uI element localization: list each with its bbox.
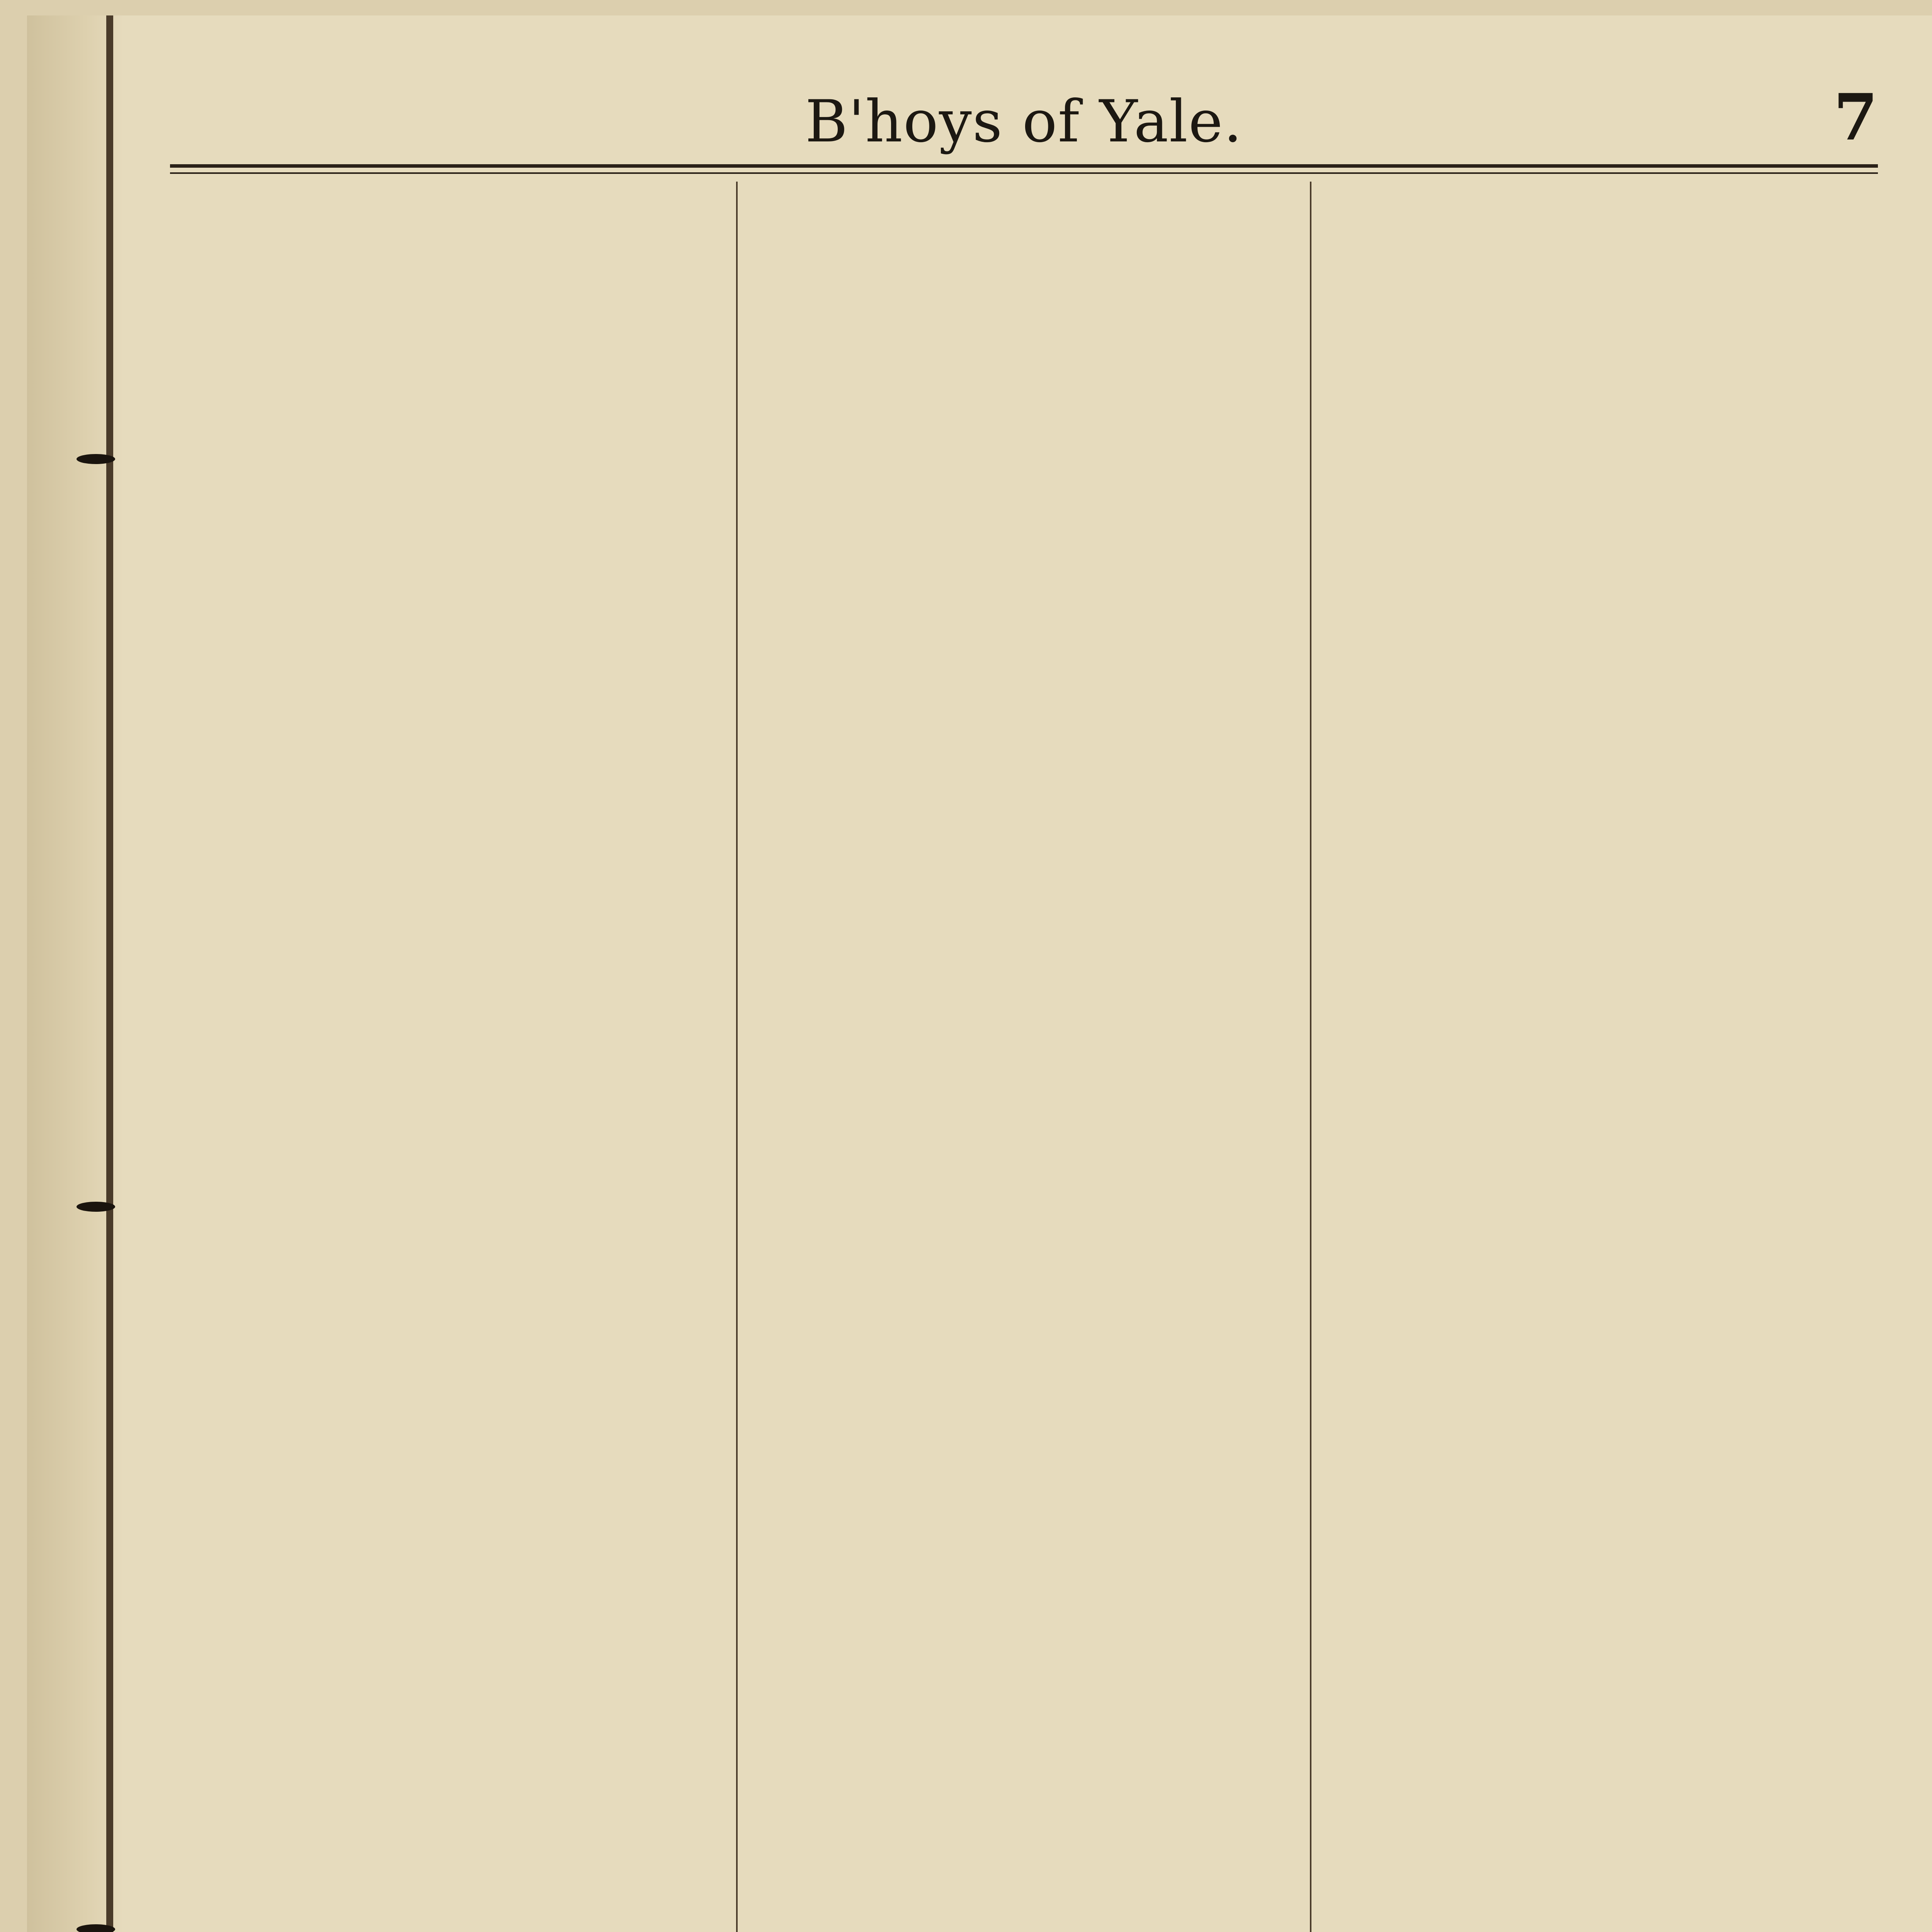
page-header — [170, 73, 1878, 174]
page-number: 7 — [1833, 80, 1878, 155]
binding-edge — [106, 15, 113, 1932]
column-divider — [1310, 182, 1311, 1932]
header-rule — [170, 164, 1878, 168]
binding-stitch — [77, 1924, 115, 1932]
text-column-2 — [744, 182, 1302, 1932]
column-divider — [736, 182, 738, 1932]
running-head-title: B'hoys of Yale. — [805, 88, 1243, 155]
binding-stitch — [77, 454, 115, 464]
header-rule-thin — [170, 172, 1878, 174]
text-column-1 — [170, 182, 728, 1932]
text-column-3 — [1318, 182, 1876, 1932]
binding-stitch — [77, 1202, 115, 1212]
